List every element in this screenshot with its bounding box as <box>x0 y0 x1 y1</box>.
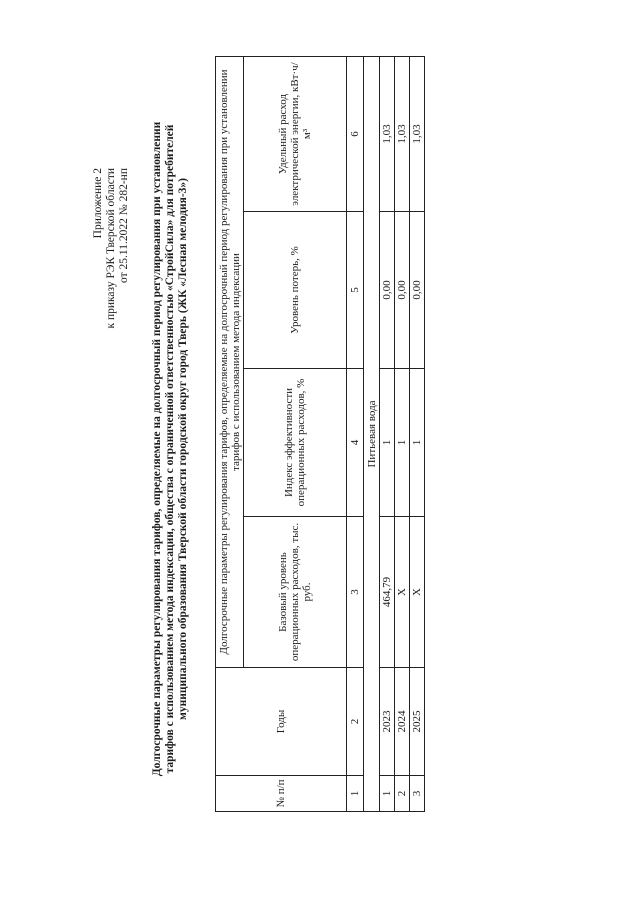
appendix-line-1: Приложение 2 <box>92 168 104 239</box>
row-consumption: 1,03 <box>410 56 425 211</box>
column-numbers-row <box>347 56 364 811</box>
row-consumption: 1,03 <box>395 56 410 211</box>
table-row <box>410 56 425 811</box>
row-efficiency: 1 <box>395 369 410 517</box>
document-title <box>151 88 190 810</box>
title-line-3: муниципального образования Тверской области городской округ город Тверь (ЖК «Лесная мелодия-3») <box>177 178 189 720</box>
section-title: Питьевая вода <box>364 56 380 811</box>
tariff-parameters-table <box>215 56 425 812</box>
header-losses: Уровень потерь, % <box>244 212 347 369</box>
column-number: 1 <box>347 776 364 812</box>
row-num: 3 <box>410 776 425 812</box>
row-base-level: X <box>395 517 410 668</box>
table-row <box>395 56 410 811</box>
row-num: 2 <box>395 776 410 812</box>
row-base-level: 464,79 <box>380 517 395 668</box>
appendix-note <box>92 168 131 329</box>
row-losses: 0,00 <box>410 212 425 369</box>
column-number: 6 <box>347 56 364 211</box>
row-efficiency: 1 <box>410 369 425 517</box>
row-num: 1 <box>380 776 395 812</box>
row-base-level: X <box>410 517 425 668</box>
row-year: 2024 <box>395 668 410 776</box>
column-number: 3 <box>347 517 364 668</box>
row-efficiency: 1 <box>380 369 395 517</box>
header-consumption: Удельный расход электрической энергии, кВт·ч/м³ <box>244 56 347 211</box>
title-line-1: Долгосрочные параметры регулирования тарифов, определяемые на долгосрочный период регулирования при установлении <box>151 121 163 777</box>
header-group: Долгосрочные параметры регулирования тарифов, определяемые на долгосрочный период регулирования при установлении тарифов с использованием метода индексации <box>216 56 244 667</box>
header-base-level: Базовый уровень операционных расходов, тыс. руб. <box>244 517 347 668</box>
row-consumption: 1,03 <box>380 56 395 211</box>
header-years: Годы <box>216 668 347 776</box>
column-number: 5 <box>347 212 364 369</box>
row-losses: 0,00 <box>395 212 410 369</box>
header-num: № п/п <box>216 776 347 812</box>
row-year: 2025 <box>410 668 425 776</box>
section-row <box>364 56 380 811</box>
appendix-line-3: от 25.11.2022 № 282-нп <box>118 168 130 283</box>
title-line-2: тарифов с использованием метода индексации, общества с ограниченной ответственностью «СтройСила» для потребителей <box>164 124 176 774</box>
table-row <box>380 56 395 811</box>
appendix-line-2: к приказу РЭК Тверской области <box>105 168 117 329</box>
row-losses: 0,00 <box>380 212 395 369</box>
column-number: 2 <box>347 668 364 776</box>
header-efficiency: Индекс эффективности операционных расходов, % <box>244 369 347 517</box>
row-year: 2023 <box>380 668 395 776</box>
column-number: 4 <box>347 369 364 517</box>
